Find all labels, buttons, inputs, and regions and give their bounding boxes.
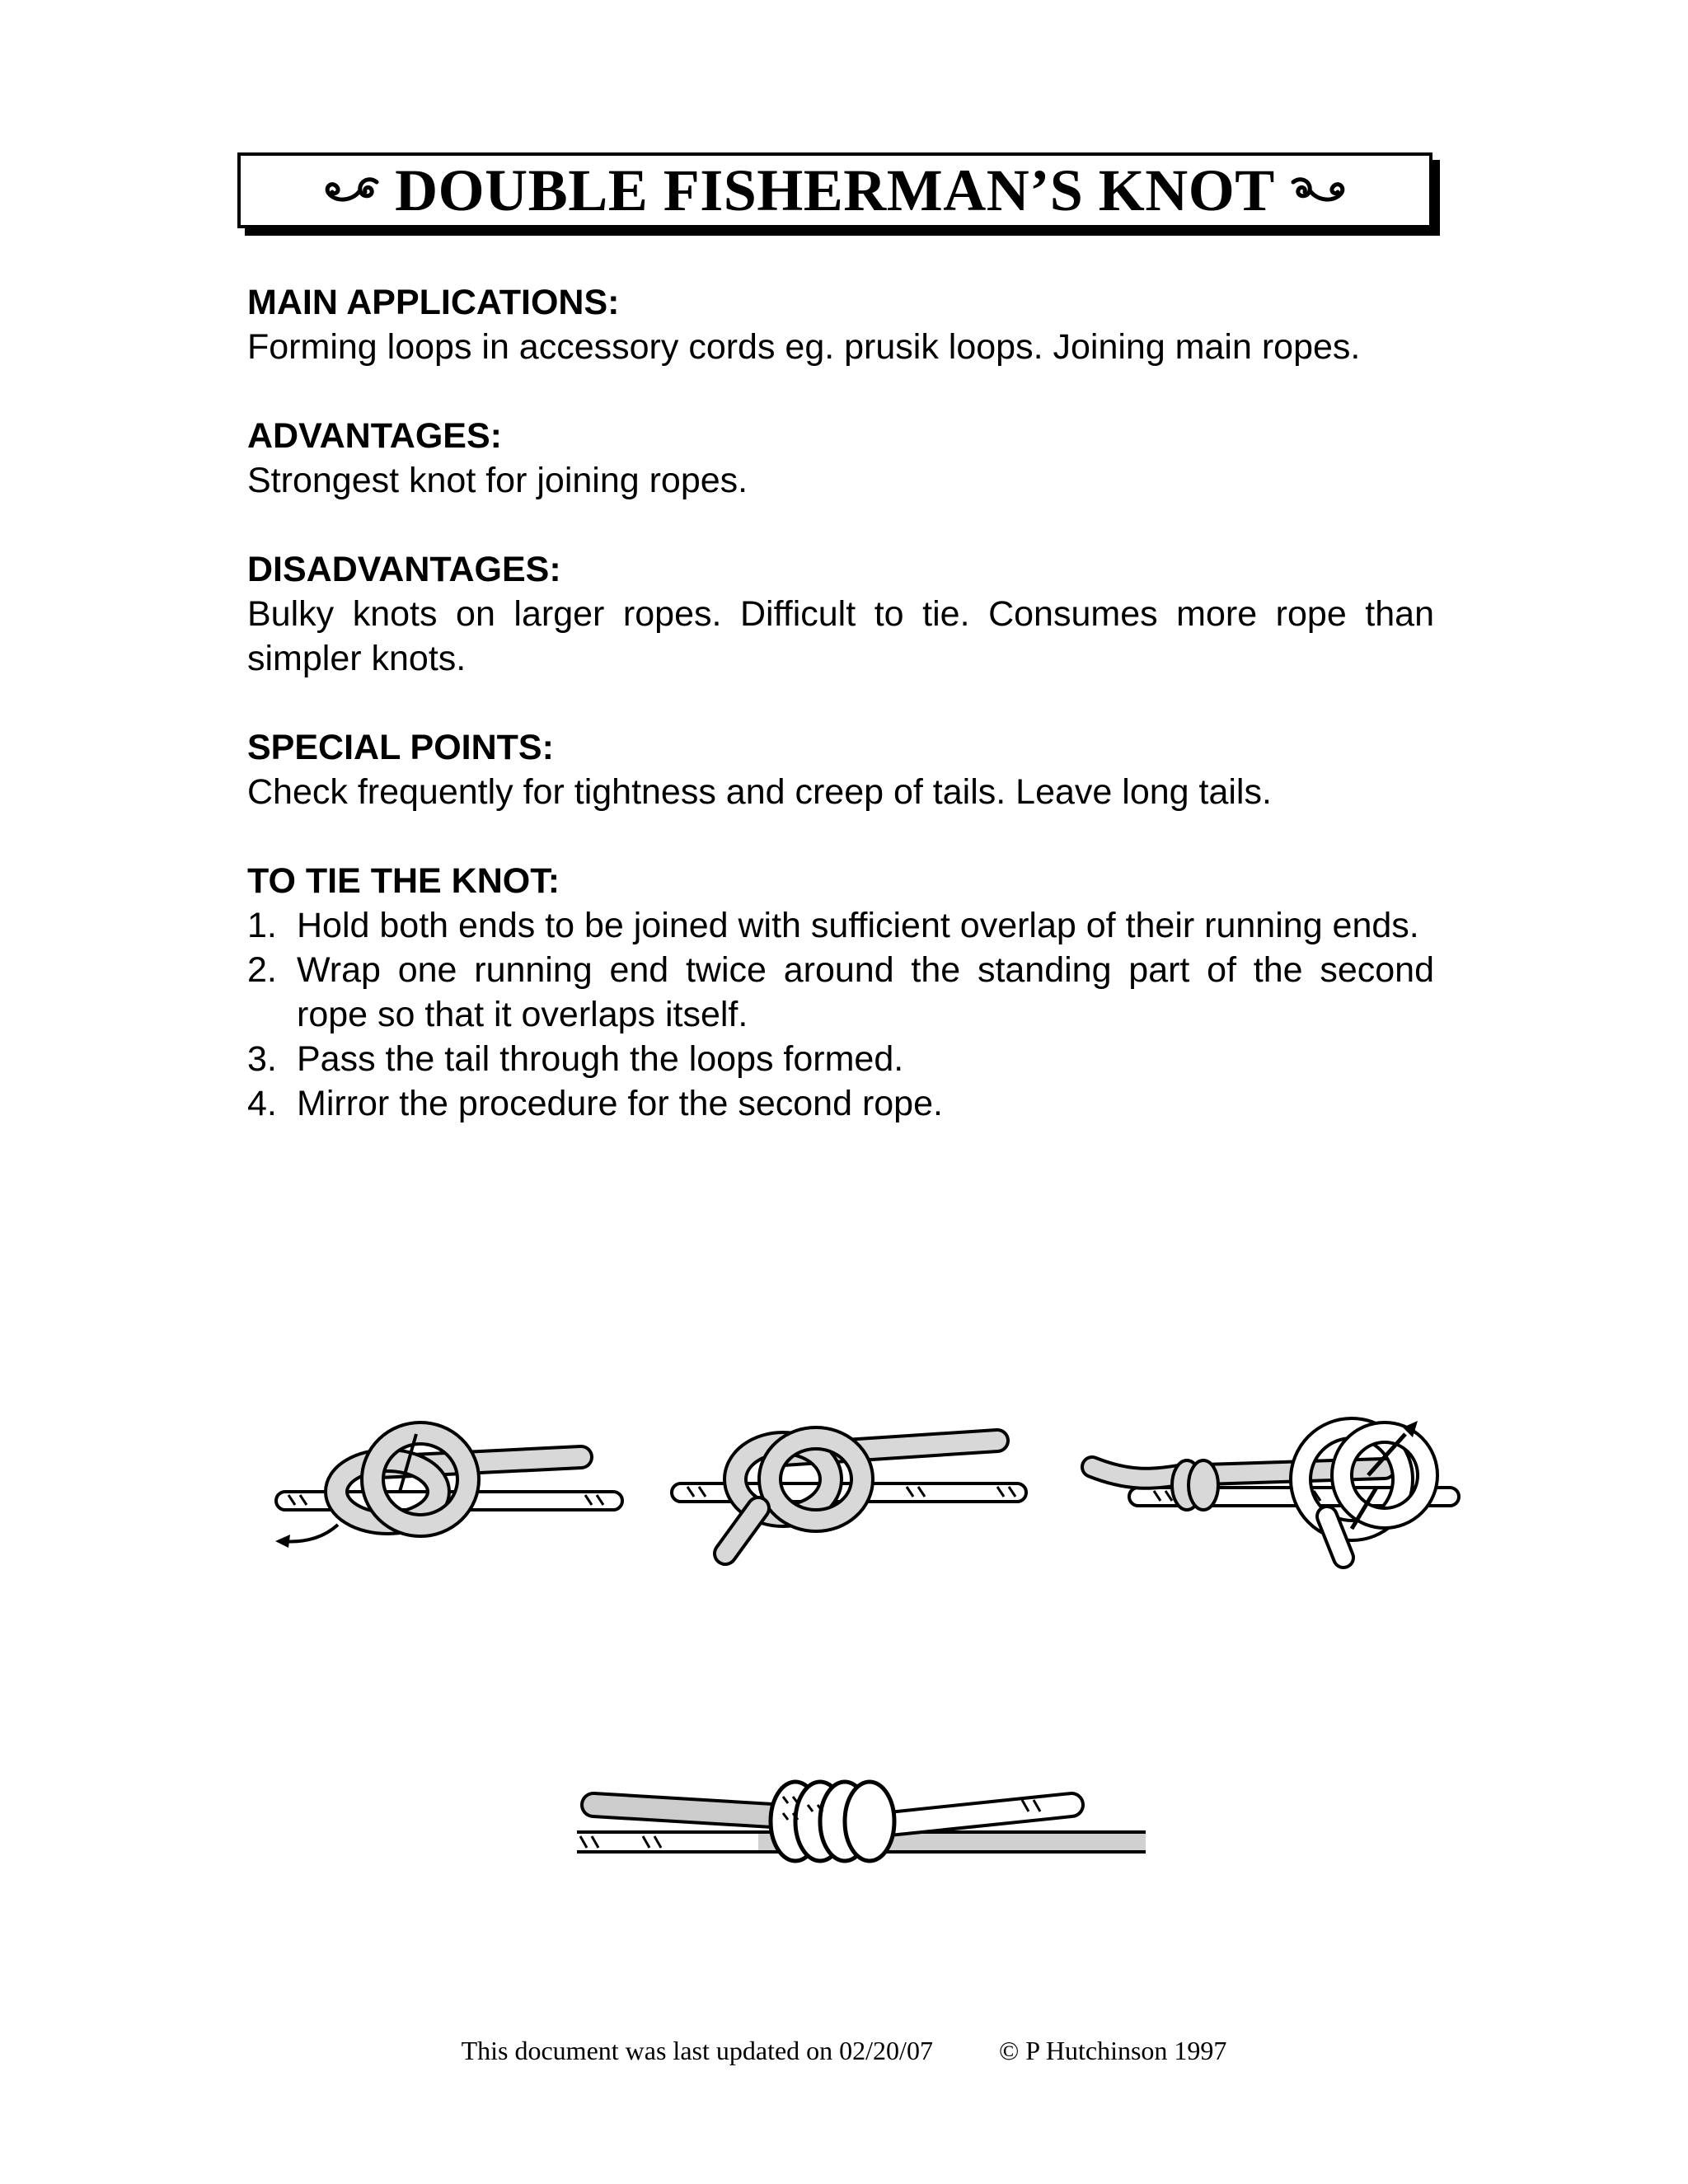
knot-step-3-illustration [1080,1409,1467,1574]
section-heading: SPECIAL POINTS: [247,728,554,767]
list-item [247,1081,1434,1126]
content [247,280,1434,1170]
section-heading: ADVANTAGES: [247,416,502,456]
list-item [247,903,1434,948]
last-updated-text: This document was last updated on 02/20/07 [461,2036,933,2065]
section-text: Check frequently for tightness and creep of tails. Leave long tails. [247,772,1272,812]
section-advantages [247,414,1434,503]
step-number: 1. [247,906,277,945]
steps-list [247,903,1434,1126]
step-number: 4. [247,1084,277,1123]
step-text: Mirror the procedure for the second rope. [297,1084,943,1123]
section-text: Forming loops in accessory cords eg. prusik loops. Joining main ropes. [247,327,1361,367]
step-text: Hold both ends to be joined with sufficient overlap of their running ends. [297,906,1419,945]
step-text: Wrap one running end twice around the standing part of the second rope so that it overlaps itself. [297,950,1434,1034]
list-item [247,1037,1434,1081]
section-main-applications [247,280,1434,369]
knot-step-2-illustration [668,1418,1039,1574]
section-disadvantages [247,547,1434,681]
section-heading: MAIN APPLICATIONS: [247,283,620,322]
knot-step-1-illustration [272,1409,643,1566]
step-number: 3. [247,1039,277,1079]
section-heading: TO TIE THE KNOT: [247,861,560,901]
ornament-left-icon [319,174,380,207]
page-title-text: DOUBLE FISHERMAN’S KNOT [395,157,1275,223]
step-text: Pass the tail through the loops formed. [297,1039,904,1079]
step-number: 2. [247,950,277,990]
section-heading: DISADVANTAGES: [247,550,561,589]
page-title [319,157,1351,225]
copyright-text: © P Hutchinson 1997 [998,2036,1227,2065]
section-special-points [247,725,1434,814]
list-item [247,948,1434,1037]
section-text: Bulky knots on larger ropes. Difficult to tie. Consumes more rope than simpler knots. [247,594,1434,678]
section-text: Strongest knot for joining ropes. [247,461,748,500]
title-box [237,152,1432,228]
ornament-right-icon [1290,174,1351,207]
finished-knot-illustration [560,1747,1179,1871]
footer [0,2036,1688,2066]
section-to-tie [247,859,1434,1126]
